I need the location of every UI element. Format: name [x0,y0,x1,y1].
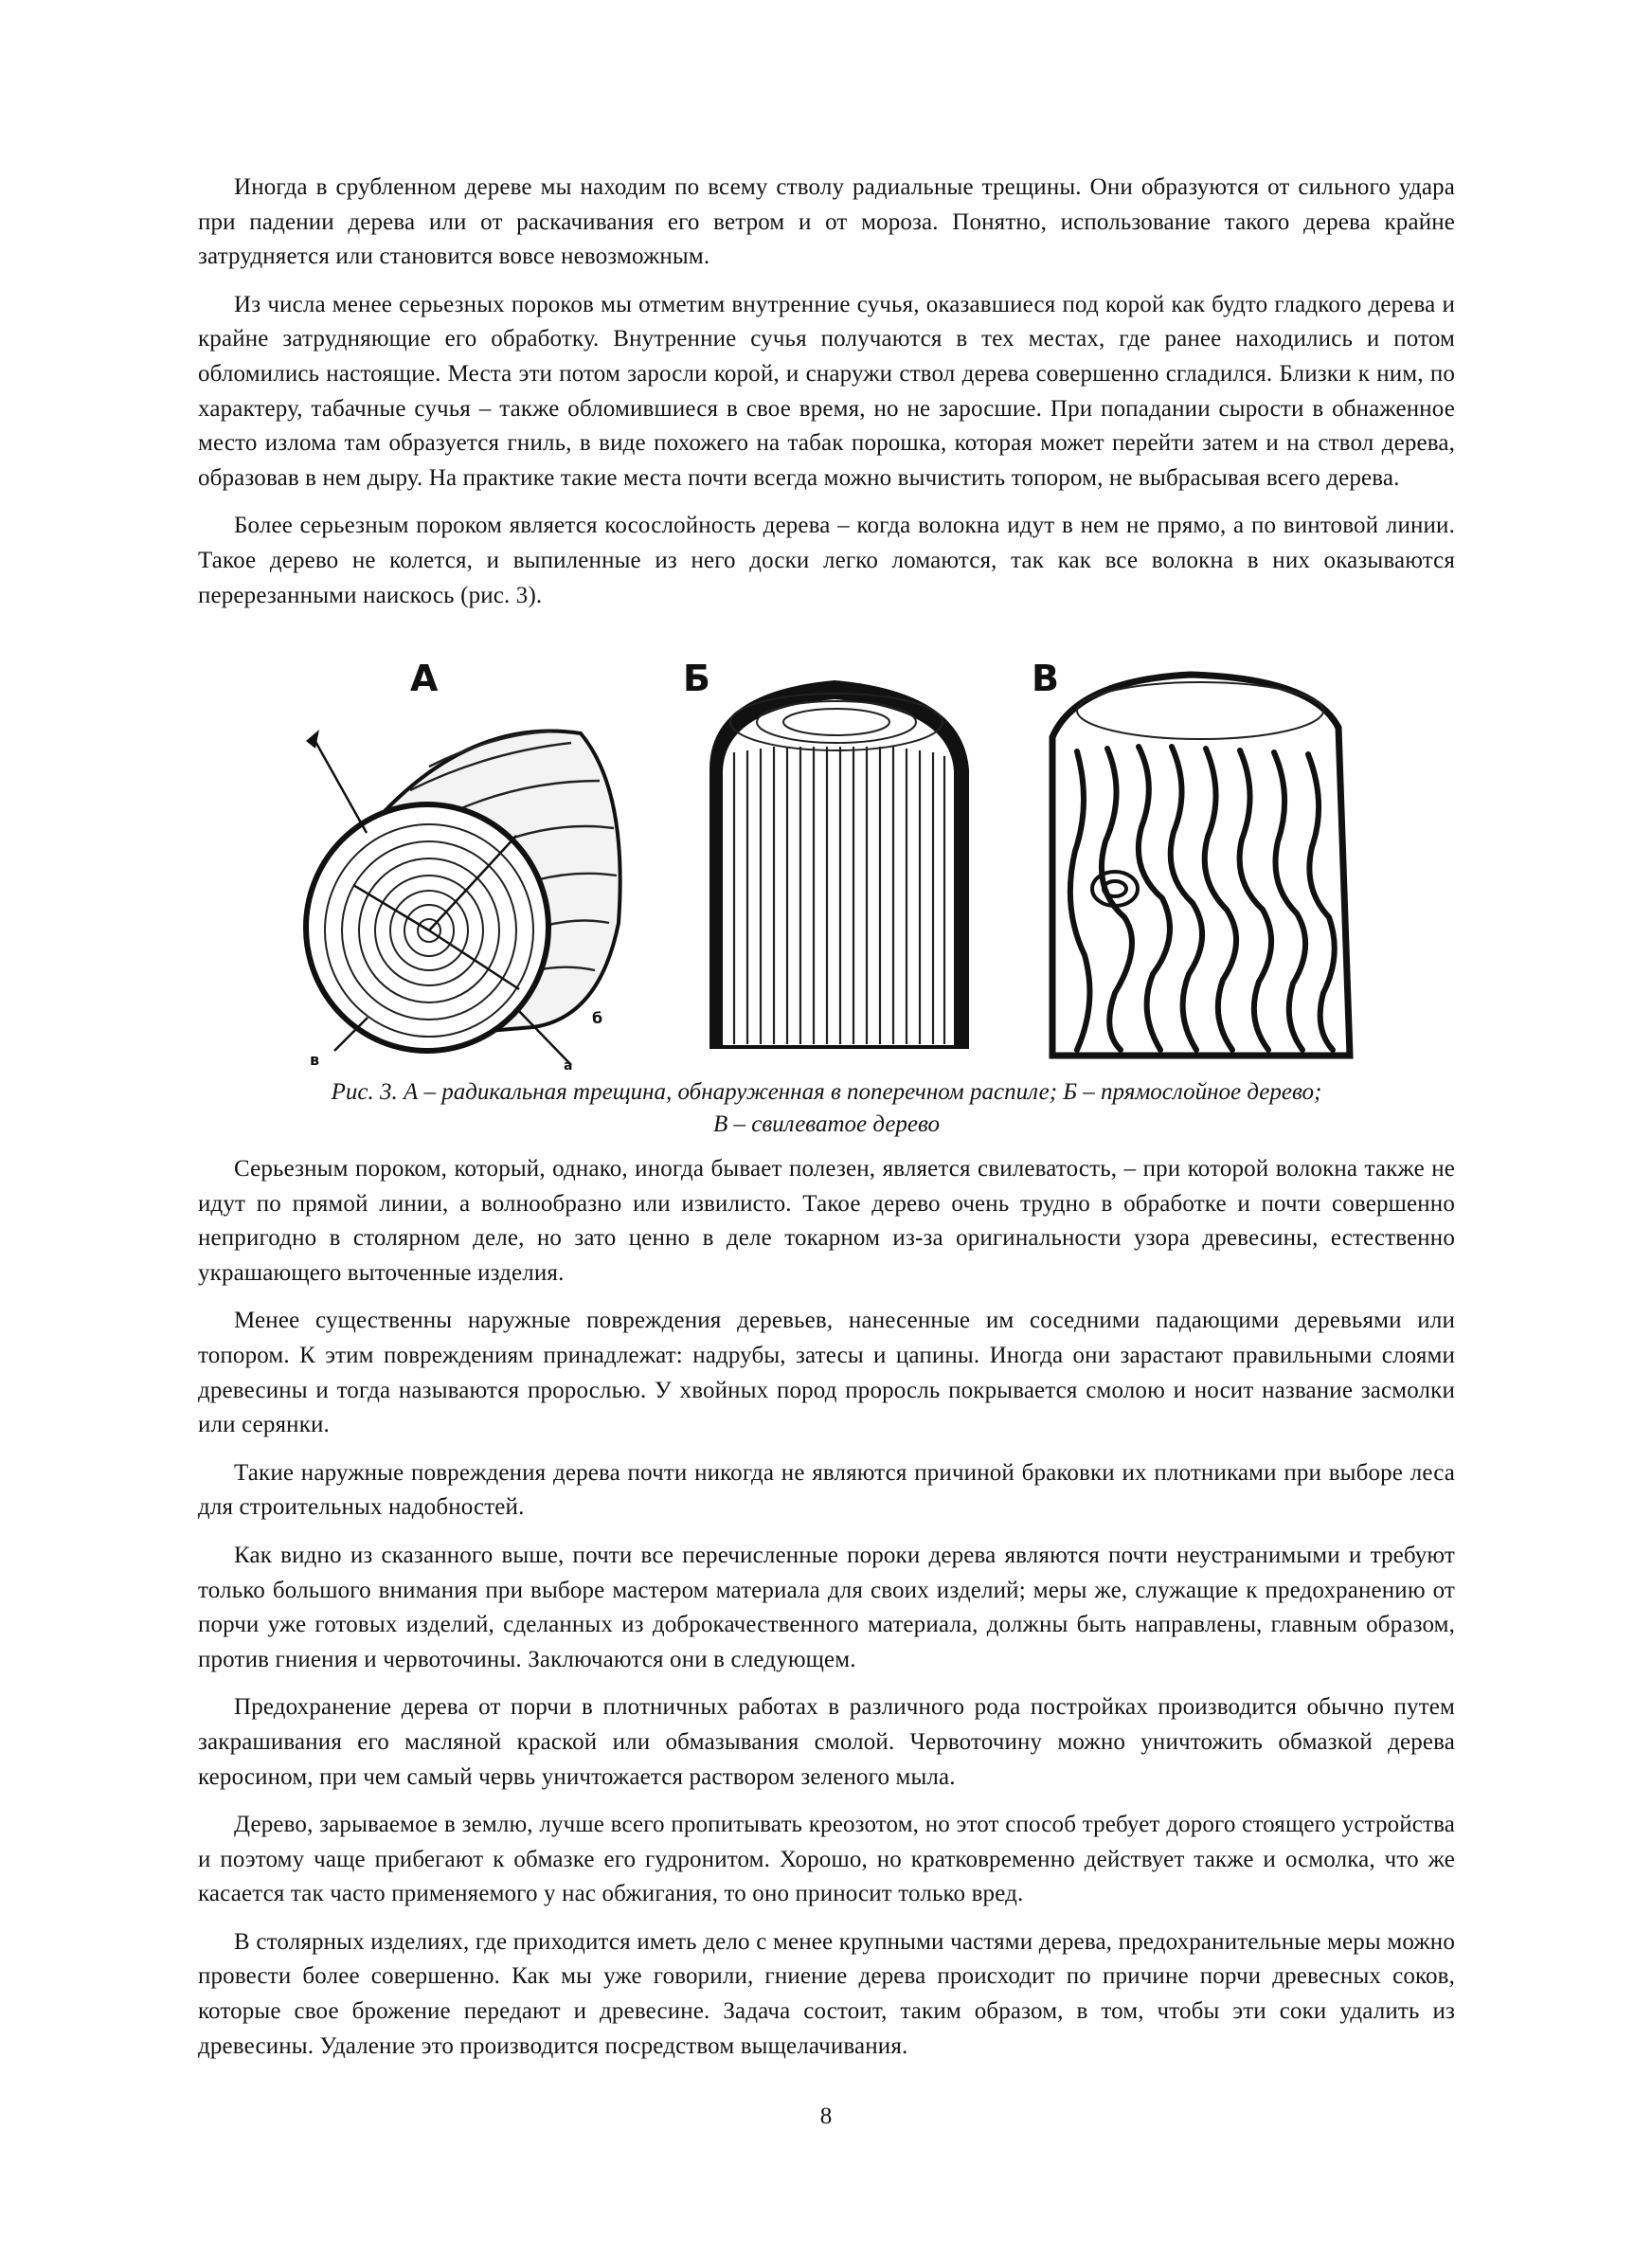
figure-letter-b: Б [683,658,710,699]
paragraph-rejection: Такие наружные повреждения дерева почти никогда не являются причиной браковки их плотниками при выборе леса для строительных надобностей. [198,1459,1455,1521]
paragraph-protection-measures: Как видно из сказанного выше, почти все перечисленные пороки дерева являются почти неустранимыми и требуют только большого внимания при выборе мастером материала для своих изделий; меры же, служащие к предохранению от порчи уже готовых изделий, сделанных из доброкачественного материала, должны быть направлены, главным образом, против гниения и червоточины. Заключаются они в следующем. [198,1542,1455,1672]
wavy-grain-illustration [1039,661,1361,1059]
paragraph-joinery: В столярных изделиях, где приходится иметь дело с менее крупными частями дерева, предохранительные меры можно провести более совершенно. Как мы уже говорили, гниение дерева происходит по причине порчи древесных соков, которые свое брожение передают и древесине. Задача состоит, таким образом, в том, чтобы эти соки удалить из древесины. Удаление это производится посредством выщелачивания. [198,1928,1455,2059]
text-block-top [198,171,1455,626]
text-block-bottom [198,1152,1455,2077]
label-v: в [310,1051,320,1069]
paragraph-creosote: Дерево, зарываемое в землю, лучше всего пропитывать креозотом, но этот способ требует дорого стоящего устройства и поэтому чаще прибегают к обмазке его гудронитом. Хорошо, но кратковременно действует также и осмолка, что же касается так часто применяемого у нас обжигания, то оно приносит только вред. [198,1812,1455,1907]
label-a: а [564,1058,573,1074]
paragraph-external-damage: Менее существенны наружные повреждения деревьев, нанесенные им соседними падающими деревьями или топором. К этим повреждениям принадлежат: надрубы, затесы и цапины. Иногда они зарастают правильными слоями древесины и тогда называются пророслью. У хвойных пород проросль покрывается смолою и носит название засмолки или серянки. [198,1308,1455,1438]
figure-letter-a: А [410,658,439,699]
caption-line-1: Рис. 3. А – радикальная трещина, обнаруженная в поперечном распиле; Б – прямослойное дерево; [331,1079,1322,1105]
figure-3 [198,658,1455,1093]
label-b: б [592,1009,603,1027]
paragraph-inner-knots: Из числа менее серьезных пороков мы отметим внутренние сучья, оказавшиеся под корой как будто гладкого дерева и крайне затрудняющие его обработку. Внутренние сучья получаются в тех местах, где ранее находились и потом обломились настоящие. Места эти потом заросли корой, и снаружи ствол дерева совершенно сгладился. Близки к ним, по характеру, табачные сучья – также обломившиеся в свое время, но не заросшие. При попадании сырости в обнаженное место излома там образуется гниль, в виде похожего на табак порошка, которая может перейти затем и на ствол дерева, образовав в нем дыру. На практике такие места почти всегда можно вычистить топором, не выбрасывая всего дерева. [198,291,1455,491]
log-cross-section-illustration [296,677,656,1074]
paragraph-radial-cracks: Иногда в срубленном дереве мы находим по всему стволу радиальные трещины. Они образуются от сильного удара при падении дерева или от раскачивания его ветром и от мороза. Понятно, использование такого дерева крайне затрудняется или становится вовсе невозможным. [198,174,1455,270]
paragraph-cross-grain: Более серьезным пороком является косослойность дерева – когда волокна идут в нем не прямо, а по винтовой линии. Такое дерево не колется, и выпиленные из него доски легко ломаются, так как все волокна в них оказываются перерезанными наискось (рис. 3). [198,513,1455,608]
figure-letter-v: В [1032,658,1059,699]
figure-caption [198,1076,1455,1141]
paragraph-painting-tar: Предохранение дерева от порчи в плотничных работах в различного рода постройках производится обычно путем закрашивания его масляной краской или обмазывания смолой. Червоточину можно уничтожить обмазкой дерева керосином, при чем самый червь уничтожается раствором зеленого мыла. [198,1694,1455,1790]
page-number: 8 [819,2104,833,2129]
paragraph-wavy-grain: Серьезным пороком, который, однако, иногда бывает полезен, является свилеватость, – при которой волокна также не идут по прямой линии, а волнообразно или извилисто. Такое дерево очень трудно в обработке и почти совершенно непригодно в столярном деле, но зато ценно в деле токарном из-за оригинальности узора древесины, естественно украшающего выточенные изделия. [198,1156,1455,1286]
straight-grain-illustration [702,665,977,1054]
caption-line-2: В – свилеватое дерево [712,1111,941,1137]
